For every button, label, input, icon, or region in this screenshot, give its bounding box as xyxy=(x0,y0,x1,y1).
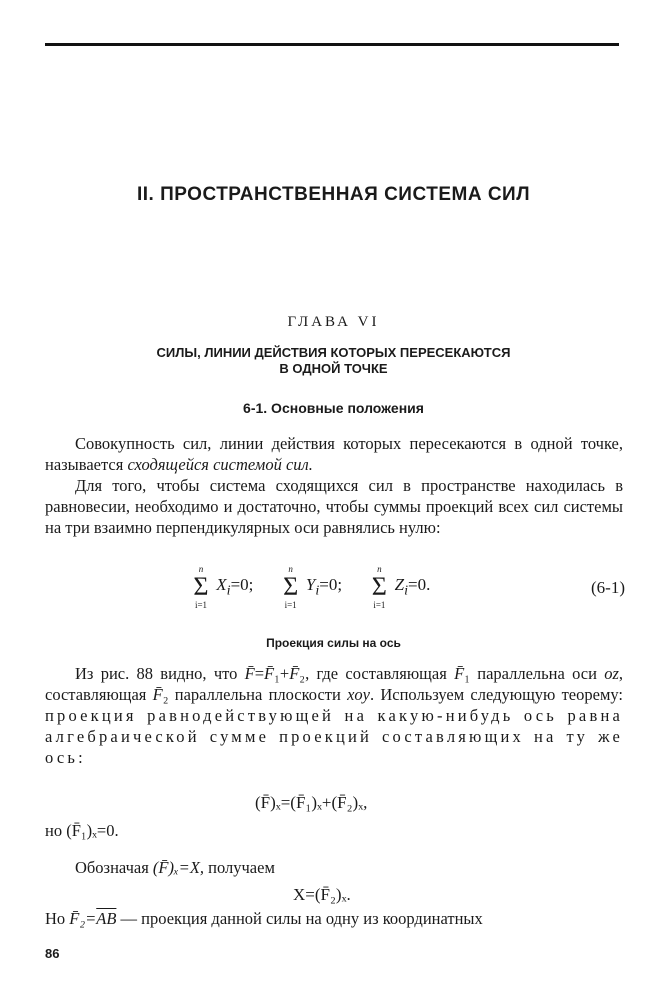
sum-lower: i=1 xyxy=(284,600,297,610)
sum-symbol: n Σ i=1 xyxy=(368,565,390,610)
paragraph-projection: Из рис. 88 видно, что F̄=F̄₁+F̄₂, где составляющая F̄₁ параллельна оси oz, составляющая F̄₂ параллельна плоскости xoy. Используем следующую теорему: проекция равнодействующей на какую-нибудь ось равна алгебраической сумме проекций составляющих на ту же ось: xyxy=(45,664,624,767)
part-title: II. ПРОСТРАНСТВЕННАЯ СИСТЕМА СИЛ xyxy=(136,184,531,205)
equation-number: (6-1) xyxy=(591,578,625,597)
paragraph-text: параллельна оси xyxy=(469,664,605,683)
eq-x-var: X xyxy=(216,575,227,595)
paragraph-text: Но xyxy=(45,909,70,928)
equation-y: $Y_i=0$; xyxy=(305,575,343,599)
paragraph-text: Обозначая xyxy=(75,858,153,877)
sum-lower: i=1 xyxy=(194,600,208,610)
sum-upper: n xyxy=(377,564,382,574)
intro-paragraphs xyxy=(45,433,623,538)
chapter-title-line2: В ОДНОЙ ТОЧКЕ xyxy=(279,361,388,376)
paragraph-text: Совокупность сил, линии действия которых пересекаются в одной точке, называется xyxy=(45,434,623,474)
sum-symbol: n Σ i=1 xyxy=(190,565,212,610)
paragraph-equilibrium: Для того, чтобы система сходящихся сил в пространстве находилась в равновесии, необходимо и достаточно, чтобы суммы проекций всех сил системы на три взаимно перпендикулярных оси равнялись нулю: xyxy=(45,476,623,537)
paragraph-text: , где составляющая xyxy=(305,664,455,683)
chapter-title xyxy=(0,345,667,377)
formula-x: (F̄)ₓ=X, xyxy=(152,858,205,877)
plane-xoy: xoy xyxy=(347,685,370,704)
section-title: 6-1. Основные положения xyxy=(243,400,424,416)
term-italic: сходящейся системой сил. xyxy=(127,455,313,474)
paragraph-text: получаем xyxy=(204,858,275,877)
formula-f2: F̄₂= xyxy=(69,909,97,928)
sum-upper: n xyxy=(288,564,293,574)
projection-paragraph xyxy=(45,663,623,768)
page-number: 86 xyxy=(45,946,60,961)
chapter-label: ГЛАВА VI xyxy=(287,314,380,330)
paragraph-definition xyxy=(45,433,623,475)
sum-lower: i=1 xyxy=(373,600,386,610)
last-line xyxy=(45,909,625,929)
paragraph-text: параллельна плоскости xyxy=(168,685,348,704)
sum-symbol: n Σ i=1 xyxy=(280,565,302,610)
vector-ab: $\overline{AB}$ xyxy=(96,909,117,928)
axis-oz: oz xyxy=(604,664,619,683)
paragraph-text: . Используем следующую теорему: xyxy=(369,685,624,704)
top-rule xyxy=(45,43,619,46)
eq-y-var: Y xyxy=(305,575,316,595)
subheading: Проекция силы на ось xyxy=(266,636,401,650)
paragraph-text: , составляющая xyxy=(45,664,623,704)
paragraph-text: — проекция данной силы на одну из координатных xyxy=(116,909,483,928)
formula-result: X=(F̄₂)ₓ. xyxy=(293,885,351,904)
equation-x: $X_i=0$; xyxy=(216,575,254,599)
line-notation xyxy=(75,858,275,878)
formula-zero: но (F̄₁)ₓ=0. xyxy=(45,821,119,840)
formula-sum-projection: (F̄)ₓ=(F̄₁)ₓ+(F̄₂)ₓ, xyxy=(255,793,368,812)
eq-z-var: Z xyxy=(394,575,405,595)
theorem-spaced: проекция равнодействующей на какую-нибудь ось равна алгебраической сумме проекций составляющих на ту же ось: xyxy=(45,706,623,767)
chapter-title-line1: СИЛЫ, ЛИНИИ ДЕЙСТВИЯ КОТОРЫХ ПЕРЕСЕКАЮТСЯ xyxy=(156,345,511,360)
paragraph-text: Из рис. 88 видно, что xyxy=(75,664,245,683)
sum-upper: n xyxy=(198,564,204,574)
equation-z: $Z_i=0$. xyxy=(394,575,431,599)
equilibrium-equations xyxy=(190,565,630,613)
